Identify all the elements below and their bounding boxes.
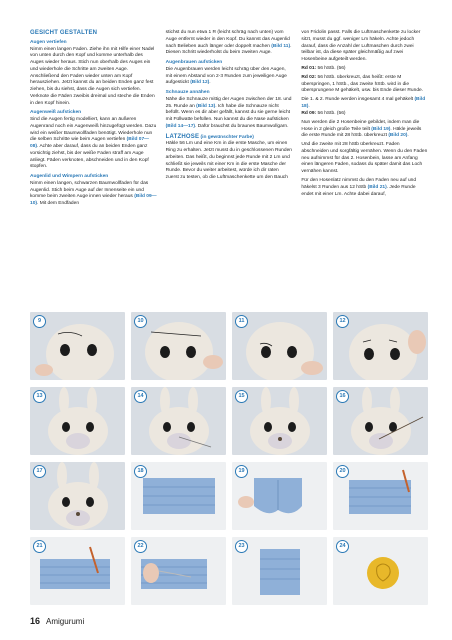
- image-reference: (Bild 11): [271, 43, 291, 49]
- step-number-badge: 21: [33, 540, 46, 553]
- paragraph: Die 1. & 2. Runde werden insgesamt 4 mal gehäkelt (Bild 18). Rd 09: 56 hStb. (56): [301, 97, 426, 116]
- photo-step-19: [232, 462, 327, 530]
- paragraph: Die Augenbrauen werden leicht schräg über den Augen, mit einem Abstand von 2-3 Runden zum jeweiligen Auge aufgestickt (Bild 12).: [165, 66, 287, 86]
- paragraph: Sind die Augen fertig modelliert, kann an äußeren Augenrand noch ein Augenweiß hinzugefügt werden. Dazu wird ein weißer Baumwollfaden benötigt. Wiederhole nun die selben Schritte wie beim Augen vertiefen (Bild 07—08). Achte aber darauf, dass du an beiden Enden ganz vorsichtig ziehst, bis der weiße Faden straff am Auge anliegt. Fäden verknoten, abschneiden und in den Kopf stopfen.: [30, 117, 157, 170]
- page-footer: [30, 616, 84, 626]
- image-reference: (Bild 09—10): [30, 194, 157, 206]
- step-number-badge: 13: [33, 390, 46, 403]
- paragraph: von Fridolin passt. Falls die Luftmaschenkette zu locker sitzt, musst du ggf. weniger Lm häkeln. Achte jedoch darauf, dass die Anzahl der Luftmaschen durch zwei teilbar ist, da diese später gleichmäßig auf zwei Hosenbeine aufgeteilt werden.: [301, 30, 421, 62]
- photo-step-22: [131, 537, 226, 605]
- photo-step-21: [30, 537, 125, 605]
- image-reference: (Bild 12): [190, 80, 210, 86]
- step-number-badge: 18: [134, 465, 147, 478]
- step-number-badge: 17: [33, 465, 46, 478]
- subheading-augenlid: Augenlid und Wimpern aufsticken: [30, 174, 109, 179]
- photo-step-9: [30, 312, 125, 380]
- subheading-augenweiss: Augenweiß aufsticken: [30, 110, 82, 116]
- paragraph: Nimm einen langen, schwarzen Baumwollfaden für das Augenlid. Stich beim Auge auf der Innenseite ein und komme beim zweiten Auge innen wieder heraus (Bild 09—10). Mit dem Endfaden: [30, 180, 157, 206]
- text-column-3: [301, 30, 428, 312]
- subheading-augenbrauen: Augenbrauen aufsticken: [165, 60, 223, 65]
- photo-step-17: [30, 462, 125, 530]
- paragraph: stichst du nun etwa 1 R (leicht schräg nach unten) vom Auge entfernt wieder in den Kopf. Du kannst das Augenlid nach Belieben auch länger oder doppelt machen (Bild 11). Diesen Schritt wiederholst du beim zweiten Auge.: [165, 30, 292, 56]
- section-title: GESICHT GESTALTEN: [30, 30, 98, 36]
- row-instruction: Rd 02: 56 hStb. überkreuzt, das heißt: erste M überspringen, 1 hStb., das zweite hStb. wird in die übersprungene M gehäkelt, usw. bis Ende dieser Runde.: [301, 74, 424, 94]
- paragraph: Häkle 56 Lm und eine Km in die erste Masche, um einen Ring zu erhalten. Jetzt musst du in geschlossenen Runden arbeiten. Das heißt, du beginnst jede Runde mit 2 Lm und schließt sie jeweils mit einer Km in die erste Masche der Runde. Bevor du weiter arbeitest, würde ich dir raten zuerst zu testen, ob die Luftmaschenkette um den Bauch: [165, 141, 292, 180]
- image-reference: (Bild 21): [367, 184, 387, 190]
- photo-step-13: [30, 387, 125, 455]
- paragraph: Und die zweite mit 28 hStb überkreuzt. Faden abschneiden und sorgfältig vernähen. Wenn du den Faden neu aufnimmst für das 2. Hosenbein, lasse am Anfang einen längeren Faden, sodass du später damit das Loch vernähen kannst.: [301, 142, 428, 175]
- subheading-latzhose: LATZHOSE (in gewünschter Farbe): [165, 133, 254, 140]
- photo-step-10: [131, 312, 226, 380]
- paragraph: Nun werden die 2 Hosenbeine gebildet, indem man die Hose in 2 gleich große Teile teilt (Bild 19). Häkle jeweils die erste Runde mit 28 hStb. überkreuzt (Bild 20).: [301, 119, 422, 139]
- photo-step-14: [131, 387, 226, 455]
- image-reference: (Bild 18): [301, 97, 426, 110]
- text-column-1: [30, 30, 157, 312]
- photo-step-15: [232, 387, 327, 455]
- step-number-badge: 11: [235, 315, 248, 328]
- paragraph: Nähe die Schnauze mittig der Augen zwischen der 18. und 25. Runde an (Bild 13). Ich habe die Schnauze nicht befüllt. Wenn es dir aber gefällt, kannst du sie gerne leicht mit Füllwatte befüllen. Nun kannst du die Nase aufsticken (Bild 14—17). Dafür brauchst du braunes Baumwollgarn.: [165, 96, 292, 129]
- image-reference: (Bild 07—08): [30, 137, 150, 149]
- step-number-badge: 20: [336, 465, 349, 478]
- step-number-badge: 19: [235, 465, 248, 478]
- step-number-badge: 9: [33, 315, 46, 328]
- photo-step-12: [333, 312, 428, 380]
- photo-step-24: [333, 537, 428, 605]
- step-number-badge: 24: [336, 540, 349, 553]
- image-reference: (Bild 13): [196, 103, 216, 109]
- step-number-badge: 14: [134, 390, 147, 403]
- article-text: [30, 30, 428, 312]
- magazine-name: Amigurumi: [46, 617, 85, 626]
- step-number-badge: 16: [336, 390, 349, 403]
- photo-step-20: [333, 462, 428, 530]
- paragraph: Für den Hosenlatz nimmst du den Faden neu auf und häkelst 3 Runden aus 12 hStb (Bild 21). Jede Runde endet mit einer Lm. Achte dabei darauf,: [301, 178, 417, 197]
- image-reference: (Bild 20): [388, 133, 408, 139]
- subheading-schnauze: Schnauze annähen: [165, 90, 210, 95]
- step-number-badge: 10: [134, 315, 147, 328]
- photo-step-23: [232, 537, 327, 605]
- step-number-badge: 22: [134, 540, 147, 553]
- photo-step-16: [333, 387, 428, 455]
- step-number-badge: 23: [235, 540, 248, 553]
- image-reference: (Bild 19): [371, 126, 391, 132]
- photo-step-18: [131, 462, 226, 530]
- step-number-badge: 12: [336, 315, 349, 328]
- photo-step-11: [232, 312, 327, 380]
- row-instruction: Rd 01: 56 hStb. (56): [301, 65, 346, 71]
- subheading-augen-vertiefen: Augen vertiefen: [30, 39, 67, 45]
- photo-grid: [30, 312, 428, 606]
- paragraph: Nimm einen langen Faden. Ziehe ihn mit Hilfe einer Nadel von unten durch den Kopf und komme unterhalb des Auges wieder heraus. Stich nun oberhalb des Auges ein und wiederhole die Schritte am zweiten Auge. Anschließend den Faden wieder unten am Kopf herausziehen. Jetzt kannst du an beiden Enden ganz fest ziehen, bis du siehst, dass die Augen sich vertiefen. Verknote die Fäden zweibis dreimal und steche die Enden in den Kopf hinein.: [30, 46, 155, 106]
- text-column-2: [166, 30, 293, 312]
- image-reference: (Bild 14—17): [165, 123, 196, 129]
- step-number-badge: 15: [235, 390, 248, 403]
- page-number: 16: [30, 616, 41, 626]
